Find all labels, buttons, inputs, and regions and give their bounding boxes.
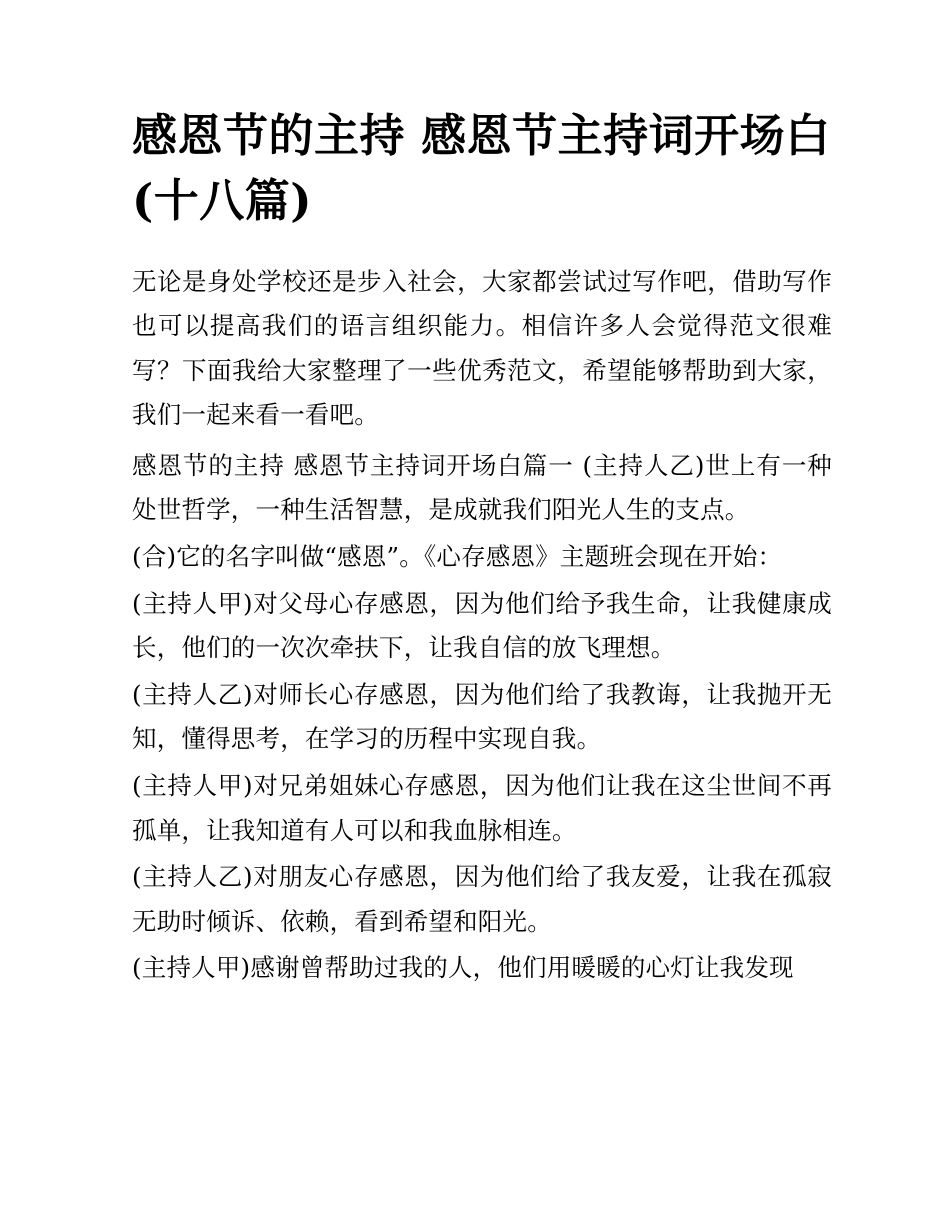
paragraph-1: 感恩节的主持 感恩节主持词开场白篇一 (主持人乙)世上有一种处世哲学，一种生活智慧，是成就我们阳光人生的支点。 <box>132 450 832 525</box>
page-title: 感恩节的主持 感恩节主持词开场白(十八篇) <box>132 109 831 227</box>
paragraph-intro: 无论是身处学校还是步入社会，大家都尝试过写作吧，借助写作也可以提高我们的语言组织能力。相信许多人会觉得范文很难写？下面我给大家整理了一些优秀范文，希望能够帮助到大家，我们一起来看一看吧。 <box>132 266 832 430</box>
document-body <box>132 260 832 991</box>
paragraph-3: (主持人甲)对父母心存感恩，因为他们给予我生命，让我健康成长，他们的一次次牵扶下，让我自信的放飞理想。 <box>132 588 832 663</box>
paragraph-6: (主持人乙)对朋友心存感恩，因为他们给了我友爱，让我在孤寂无助时倾诉、依赖，看到希望和阳光。 <box>132 862 832 936</box>
paragraph-4: (主持人乙)对师长心存感恩，因为他们给了我教诲，让我抛开无知，懂得思考，在学习的历程中实现自我。 <box>132 679 832 754</box>
paragraph-2: (合)它的名字叫做“感恩”。《心存感恩》主题班会现在开始： <box>132 542 783 572</box>
paragraph-7: (主持人甲)感谢曾帮助过我的人，他们用暖暖的心灯让我发现 <box>132 953 794 983</box>
paragraph-5: (主持人甲)对兄弟姐妹心存感恩，因为他们让我在这尘世间不再孤单，让我知道有人可以和我血脉相连。 <box>132 770 832 845</box>
